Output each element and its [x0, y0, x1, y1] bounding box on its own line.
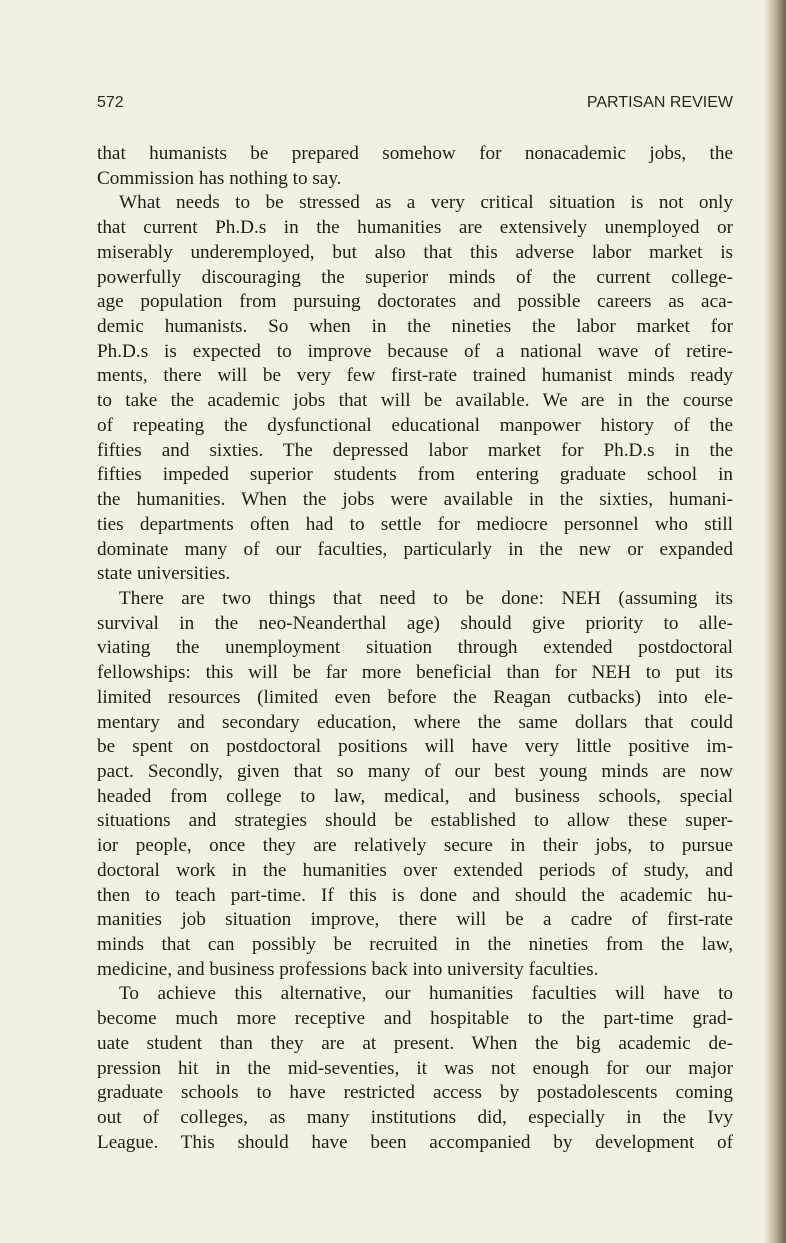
text-line: then to teach part-time. If this is done and should the academic hu-	[97, 884, 733, 906]
text-line: ments, there will be very few first-rate trained humanist minds ready	[97, 365, 733, 387]
text-line: miserably underemployed, but also that this adverse labor market is	[97, 241, 733, 263]
text-line: headed from college to law, medical, and business schools, special	[97, 785, 733, 807]
text-line: of repeating the dysfunctional educational manpower history of the	[97, 414, 733, 436]
page-edge-shadow	[764, 0, 786, 1243]
text-line: dominate many of our faculties, particularly in the new or expanded	[97, 538, 733, 560]
text-line: out of colleges, as many institutions did, especially in the Ivy	[97, 1107, 733, 1129]
text-line: ties departments often had to settle for mediocre personnel who still	[97, 513, 733, 535]
text-line: minds that can possibly be recruited in the nineties from the law,	[97, 934, 733, 955]
article-body-text	[97, 142, 733, 1155]
text-line: Ph.D.s is expected to improve because of a national wave of retire-	[97, 340, 733, 362]
text-line: Commission has nothing to say.	[97, 167, 342, 189]
text-line: What needs to be stressed as a very critical situation is not only	[119, 192, 733, 214]
text-line: manities job situation improve, there will be a cadre of first-rate	[97, 909, 733, 931]
text-line: There are two things that need to be done: NEH (assuming its	[119, 587, 733, 609]
text-line: To achieve this alternative, our humanities faculties will have to	[119, 983, 733, 1005]
text-line: fifties impeded superior students from entering graduate school in	[97, 464, 733, 486]
text-line: pression hit in the mid-seventies, it was not enough for our major	[97, 1057, 733, 1079]
text-line: uate student than they are at present. When the big academic de-	[97, 1032, 733, 1054]
text-line: ior people, once they are relatively secure in their jobs, to pursue	[97, 835, 733, 857]
text-line: powerfully discouraging the superior minds of the current college-	[97, 266, 733, 288]
text-line: mentary and secondary education, where the same dollars that could	[97, 711, 733, 733]
text-line: doctoral work in the humanities over extended periods of study, and	[97, 859, 733, 881]
text-line: pact. Secondly, given that so many of our best young minds are now	[97, 760, 733, 782]
text-line: that current Ph.D.s in the humanities are extensively unemployed or	[97, 217, 733, 239]
text-line: medicine, and business professions back into university faculties.	[97, 958, 599, 980]
text-line: limited resources (limited even before the Reagan cutbacks) into ele-	[97, 686, 733, 708]
text-line: age population from pursuing doctorates and possible careers as aca-	[97, 291, 733, 313]
text-line: the humanities. When the jobs were available in the sixties, humani-	[97, 489, 733, 511]
text-line: fellowships: this will be far more beneficial than for NEH to put its	[97, 662, 733, 684]
text-line: that humanists be prepared somehow for nonacademic jobs, the	[97, 143, 733, 164]
text-line: demic humanists. So when in the nineties the labor market for	[97, 316, 733, 338]
running-header-journal-title: PARTISAN REVIEW	[586, 94, 733, 111]
text-line: to take the academic jobs that will be available. We are in the course	[97, 390, 733, 412]
page-number: 572	[97, 94, 124, 111]
text-line: fifties and sixties. The depressed labor market for Ph.D.s in the	[97, 439, 733, 461]
text-line: situations and strategies should be established to allow these super-	[97, 810, 733, 832]
text-line: survival in the neo-Neanderthal age) should give priority to alle-	[97, 612, 733, 634]
text-line: become much more receptive and hospitable to the part-time grad-	[97, 1008, 733, 1030]
text-line: viating the unemployment situation through extended postdoctoral	[97, 637, 733, 659]
text-line: League. This should have been accompanied by development of	[97, 1131, 733, 1153]
text-line: state universities.	[97, 563, 231, 585]
text-line: be spent on postdoctoral positions will have very little positive im-	[97, 736, 733, 758]
text-line: graduate schools to have restricted access by postadolescents coming	[97, 1082, 733, 1104]
